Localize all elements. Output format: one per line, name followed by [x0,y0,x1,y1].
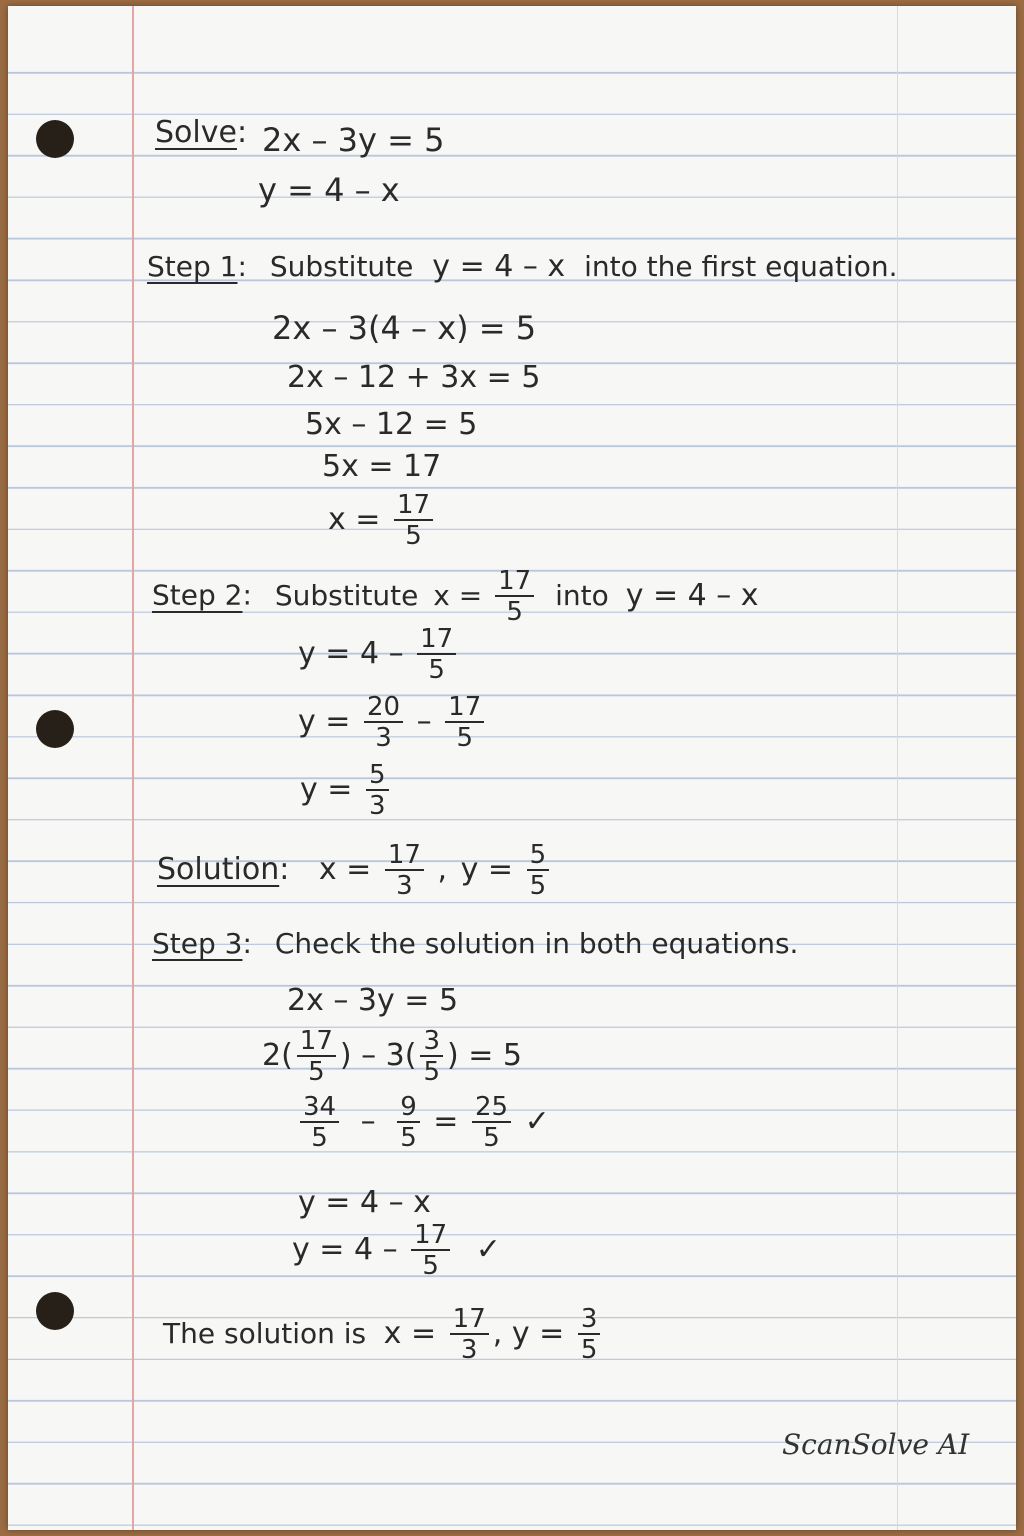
step2-line-3 [300,762,393,819]
numerator: 17 [385,842,424,871]
step3-line-2 [262,1028,522,1085]
punch-hole-bottom [36,1292,74,1330]
step3-line2-b: ) – 3( [339,1038,417,1073]
final-comma: , [492,1316,503,1351]
final-x-lhs: x = [383,1316,437,1351]
step3-line-5 [292,1222,501,1279]
solution-label: Solution [157,852,280,887]
check-mark-icon: ✓ [524,1104,550,1139]
fraction [385,842,424,899]
denominator: 5 [405,521,422,551]
step1-line5-lhs: x = [328,502,381,537]
denominator: 5 [428,655,445,685]
step3-line-3 [296,1094,550,1151]
numerator: 34 [300,1094,339,1123]
solution-colon: : [279,852,290,887]
check-mark-icon: ✓ [475,1232,501,1267]
numerator: 5 [366,762,389,791]
step2-label: Step 2 [152,578,243,612]
fraction [411,1222,450,1279]
numerator: 17 [445,694,484,723]
denominator: 5 [400,1123,417,1153]
step1-heading [147,249,898,284]
step1-line-1: 2x – 3(4 – x) = 5 [272,309,537,347]
step2-target: y = 4 – x [625,577,759,613]
final-y-lhs: y = [511,1316,565,1351]
solution-x-lhs: x = [318,852,372,887]
numerator: 3 [420,1028,443,1057]
denominator: 3 [375,723,392,753]
numerator: 17 [411,1222,450,1251]
denominator: 5 [529,871,547,901]
fraction [417,626,456,683]
fraction [495,568,534,625]
step3-colon: : [242,927,252,960]
denominator: 5 [423,1057,441,1087]
punch-hole-top [36,120,74,158]
fraction [472,1094,511,1151]
step1-label: Step 1 [147,250,238,283]
step1-line-3: 5x – 12 = 5 [305,407,478,442]
step2-line3-lhs: y = [300,772,353,807]
solution-line [157,842,553,899]
solve-heading [155,115,248,150]
step3-line3-op: – [360,1104,376,1139]
denominator: 5 [308,1057,325,1087]
step3-line3-eq: = [433,1104,459,1139]
final-text: The solution is [163,1317,367,1350]
solution-y-lhs: y = [460,852,514,887]
solution-comma: , [437,852,448,887]
numerator: 25 [472,1094,511,1123]
step2-line2-lhs: y = [298,704,351,739]
margin-line [132,6,134,1530]
solve-colon: : [236,115,248,150]
fraction [300,1094,339,1151]
step3-line2-c: ) = 5 [447,1038,523,1073]
solve-label: Solve [155,115,237,150]
step3-line5-lhs: y = 4 – [292,1232,398,1267]
denominator: 5 [422,1251,439,1281]
denominator: 5 [580,1335,598,1365]
step1-line-2: 2x – 12 + 3x = 5 [287,360,541,395]
step1-line-4: 5x = 17 [322,449,442,484]
step2-colon: : [242,578,252,612]
fraction [450,1306,489,1363]
numerator: 17 [495,568,534,597]
signature: ScanSolve AI [782,1428,970,1461]
fraction [527,842,550,899]
step1-text-pre: Substitute [269,250,414,283]
fraction [297,1028,336,1085]
step3-line-1: 2x – 3y = 5 [287,983,459,1018]
step2-line-1 [298,626,460,683]
step3-label: Step 3 [152,927,243,960]
final-answer [163,1306,604,1363]
step3-line-4: y = 4 – x [298,1185,431,1220]
step1-line-5 [328,492,437,549]
denominator: 3 [368,791,386,821]
step2-heading [152,568,759,625]
numerator: 17 [450,1306,489,1335]
step2-line2-op: – [416,704,432,739]
denominator: 5 [506,597,523,627]
right-margin-line [897,6,898,1530]
step3-text: Check the solution in both equations. [274,927,799,960]
fraction [394,492,433,549]
problem-equation-1: 2x – 3y = 5 [262,121,445,159]
step2-text-into: into [555,578,609,612]
denominator: 3 [396,871,413,901]
fraction [397,1094,420,1151]
step1-sub-expr: y = 4 – x [432,249,566,284]
numerator: 17 [394,492,433,521]
fraction [445,694,484,751]
step2-text-pre: Substitute [274,578,419,612]
step1-text-post: into the first equation. [584,250,898,283]
numerator: 20 [364,694,403,723]
denominator: 5 [311,1123,328,1153]
denominator: 3 [460,1335,478,1365]
step3-heading [152,927,799,960]
fraction [366,762,389,819]
notebook-paper [8,6,1016,1530]
step2-x-lhs: x = [433,578,483,612]
punch-hole-middle [36,710,74,748]
numerator: 17 [297,1028,336,1057]
fraction [578,1306,601,1363]
step2-line-2 [298,694,488,751]
numerator: 5 [527,842,550,871]
numerator: 3 [578,1306,601,1335]
step3-line2-a: 2( [262,1038,293,1073]
fraction [364,694,403,751]
step1-colon: : [237,250,247,283]
numerator: 9 [397,1094,420,1123]
denominator: 5 [456,723,473,753]
fraction [420,1028,443,1085]
step2-line1-lhs: y = 4 – [298,636,404,671]
problem-equation-2: y = 4 – x [258,171,400,209]
denominator: 5 [483,1123,500,1153]
numerator: 17 [417,626,456,655]
